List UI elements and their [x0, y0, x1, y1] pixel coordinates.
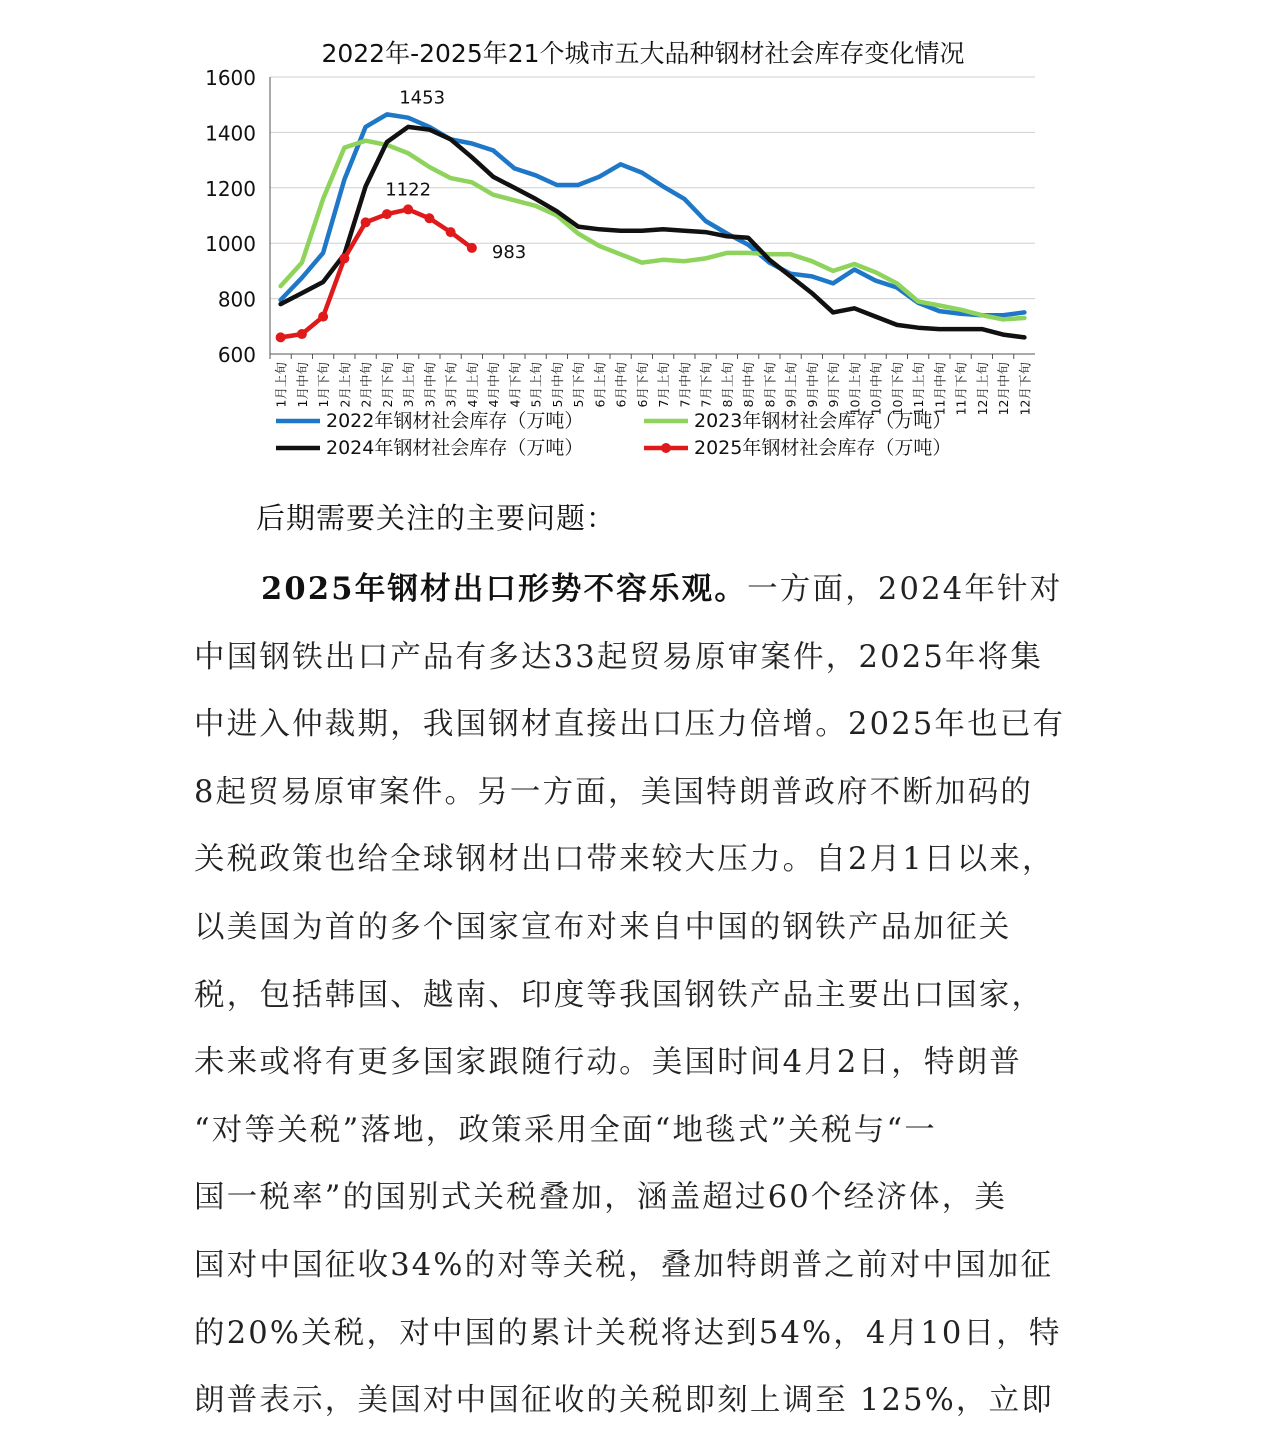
x-tick-label: 7月下旬 [698, 362, 714, 408]
x-tick-label: 8月上旬 [719, 362, 735, 408]
y-tick-label: 600 [217, 343, 256, 367]
x-tick-label: 1月中旬 [294, 362, 310, 408]
x-tick-label: 11月上旬 [911, 362, 927, 416]
data-label: 1453 [399, 87, 446, 109]
x-tick-label: 12月下旬 [1017, 362, 1033, 416]
x-tick-label: 3月下旬 [443, 362, 459, 408]
legend-label: 2024年钢材社会库存（万吨） [326, 437, 584, 459]
x-tick-label: 10月上旬 [847, 362, 863, 416]
y-tick-label: 800 [217, 287, 256, 312]
x-tick-label: 9月中旬 [804, 362, 820, 408]
x-tick-label: 2月中旬 [358, 362, 374, 408]
paragraph-line: 国对中国征收34%的对等关税，叠加特朗普之前对中国加征 [194, 1247, 1054, 1283]
x-tick-label: 1月下旬 [316, 362, 332, 408]
x-tick-label: 6月上旬 [592, 362, 608, 408]
x-tick-label: 8月下旬 [762, 362, 778, 408]
x-tick-label: 2月下旬 [379, 362, 395, 408]
series-point [276, 332, 286, 342]
x-tick-label: 4月中旬 [486, 362, 502, 408]
legend-label: 2022年钢材社会库存（万吨） [326, 410, 584, 432]
series-point [446, 227, 456, 237]
x-tick-label: 2月上旬 [337, 362, 353, 408]
paragraph-line: 朗普表示，美国对中国征收的关税即刻上调至 125%，立即 [194, 1383, 1054, 1419]
x-tick-label: 5月上旬 [528, 362, 544, 408]
data-label: 1122 [385, 179, 432, 201]
x-tick-label: 3月上旬 [401, 362, 417, 408]
paragraph-line: 国一税率”的国别式关税叠加，涵盖超过60个经济体，美 [194, 1180, 1008, 1216]
series-point [361, 217, 371, 227]
series-line-3 [281, 127, 1025, 338]
x-tick-label: 5月中旬 [549, 362, 565, 408]
x-tick-label: 12月中旬 [996, 362, 1012, 416]
x-tick-label: 4月下旬 [507, 362, 523, 408]
series-point [424, 213, 434, 223]
paragraph-line: 的20%关税，对中国的累计关税将达到54%，4月10日，特 [194, 1315, 1062, 1351]
chart-legend [276, 410, 951, 459]
series-point [382, 209, 392, 219]
legend-label: 2023年钢材社会库存（万吨） [694, 410, 952, 432]
x-tick-label: 1月上旬 [273, 362, 289, 408]
series-point [297, 329, 307, 339]
x-tick-label: 6月下旬 [634, 362, 650, 408]
series-point [339, 253, 349, 263]
x-tick-label: 10月下旬 [889, 362, 905, 416]
paragraph-export-outlook [194, 556, 1094, 1435]
x-tick-label: 6月中旬 [613, 362, 629, 408]
x-tick-label: 8月中旬 [741, 362, 757, 408]
x-tick-label: 3月中旬 [422, 362, 438, 408]
paragraph-line: 未来或将有更多国家跟随行动。美国时间4月2日，特朗普 [194, 1045, 1023, 1081]
paragraph-bold-lead: 2025年钢材出口形势不容乐观。 [261, 571, 748, 607]
paragraph-line-text: 一方面，2024年针对 [747, 572, 1063, 607]
paragraph-line [194, 556, 1094, 624]
chart-series [276, 88, 1025, 343]
paragraph-line: “对等关税”落地，政策采用全面“地毯式”关税与“一 [194, 1112, 937, 1148]
paragraph-line: 中进入仲裁期，我国钢材直接出口压力倍增。2025年也已有 [194, 707, 1066, 743]
x-tick-label: 4月上旬 [464, 362, 480, 408]
series-point [318, 312, 328, 322]
x-tick-label: 7月上旬 [656, 362, 672, 408]
x-tick-label: 7月中旬 [677, 362, 693, 408]
x-tick-label: 11月下旬 [953, 362, 969, 416]
paragraph-line: 8起贸易原审案件。另一方面，美国特朗普政府不断加码的 [194, 774, 1034, 810]
y-tick-label: 1200 [205, 176, 256, 201]
paragraph-line: 税，包括韩国、越南、印度等我国钢铁产品主要出口国家， [194, 977, 1045, 1013]
section-subheading: 后期需要关注的主要问题： [256, 501, 617, 535]
paragraph-line: 关税政策也给全球钢材出口带来较大压力。自2月1日以来， [194, 842, 1055, 878]
legend-marker [661, 443, 671, 453]
series-point [467, 243, 477, 253]
paragraph-line: 中国钢铁出口产品有多达33起贸易原审案件，2025年将集 [194, 639, 1044, 675]
legend-label: 2025年钢材社会库存（万吨） [694, 437, 952, 459]
x-tick-label: 9月下旬 [826, 362, 842, 408]
paragraph-line: 以美国为首的多个国家宣布对来自中国的钢铁产品加征关 [194, 909, 1012, 945]
y-tick-label: 1000 [205, 232, 256, 257]
chart-title: 2022年-2025年21个城市五大品种钢材社会库存变化情况 [321, 39, 965, 68]
x-tick-label: 10月中旬 [868, 362, 884, 416]
data-label: 983 [491, 241, 527, 263]
y-tick-label: 1400 [205, 121, 256, 146]
y-tick-label: 1600 [205, 66, 256, 90]
series-line-4 [281, 209, 472, 337]
chart-axes [205, 66, 1035, 415]
series-point [403, 204, 413, 214]
x-tick-label: 9月上旬 [783, 362, 799, 408]
x-tick-label: 12月上旬 [974, 362, 990, 416]
x-tick-label: 11月中旬 [932, 362, 948, 416]
x-tick-label: 5月下旬 [571, 362, 587, 408]
inventory-line-chart [0, 0, 1280, 480]
